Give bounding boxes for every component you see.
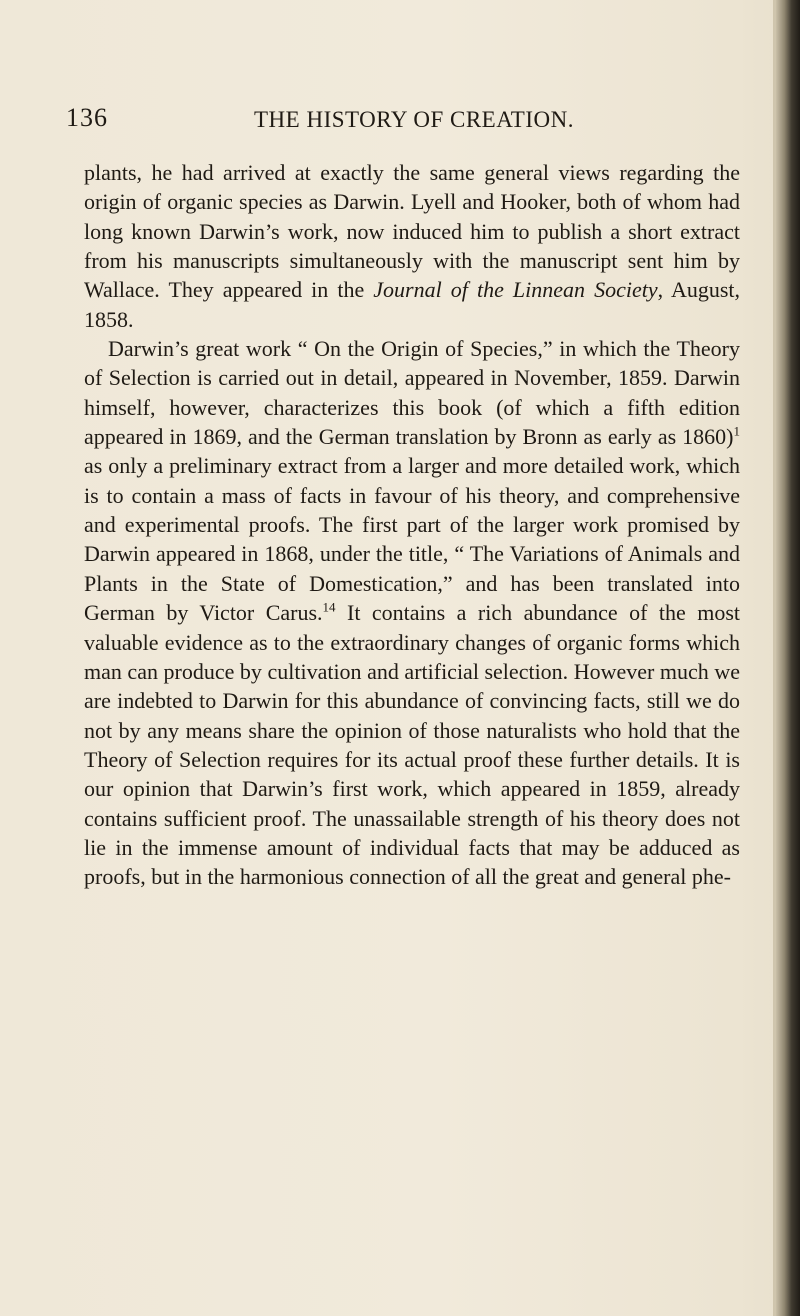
footnote-marker-1: 1	[733, 423, 740, 439]
paragraph-continued	[84, 158, 740, 334]
paragraph-2-text-a: Darwin’s great work “ On the Origin of Species,” in which the Theory of Selection is carried out in detail, appeared in November, 1859. Darwin himself, however, characterizes this book (of which a fifth edition appeared in 1869, and the German translation by Bronn as early as 1860)	[84, 336, 740, 450]
paragraph-1-text-a: plants, he had arrived at exactly the same general views regarding the origin of organic species as Darwin. Lyell and Hooker, both of whom had long known Darwin’s work, now induced him to publish a short extract from his manuscripts simultaneously with the manuscript sent him by Wallace. They appeared in the	[84, 160, 740, 303]
footnote-marker-14: 14	[322, 599, 336, 615]
paragraph-1-text-b: , August, 1858.	[84, 277, 741, 332]
paragraph-2-text-c: It contains a rich abundance of the most valuable evidence as to the extraordinary changes of organic forms which man can produce by cultivation and artificial selection. However much we are indebted to Darwin for this abundance of convincing facts, still we do not by any means share the opinion of those naturalists who hold that the Theory of Selection requires for its actual proof these further details. It is our opinion that Darwin’s first work, which appeared in 1859, already contains sufficient proof. The unassailable strength of his theory does not lie in the immense amount of individual facts that may be adduced as proofs, but in the harmonious connection of all the great and general phe-	[84, 600, 740, 890]
binding-gutter	[776, 0, 800, 1316]
paragraph-origin-of-species	[84, 334, 740, 892]
body-text	[84, 158, 740, 892]
page-header	[66, 103, 746, 137]
paragraph-2-text-b: as only a preliminary extract from a larger and more detailed work, which is to contain a mass of facts in favour of his theory, and comprehensive and experimental proofs. The first part of the larger work promised by Darwin appeared in 1868, under the title, “ The Variations of Animals and Plants in the State of Domestication,” and has been translated into German by Victor Carus.	[84, 453, 740, 626]
running-head: THE HISTORY OF CREATION.	[254, 107, 574, 132]
page-number: 136	[66, 103, 108, 132]
journal-title: Journal of the Linnean Society	[373, 277, 658, 303]
